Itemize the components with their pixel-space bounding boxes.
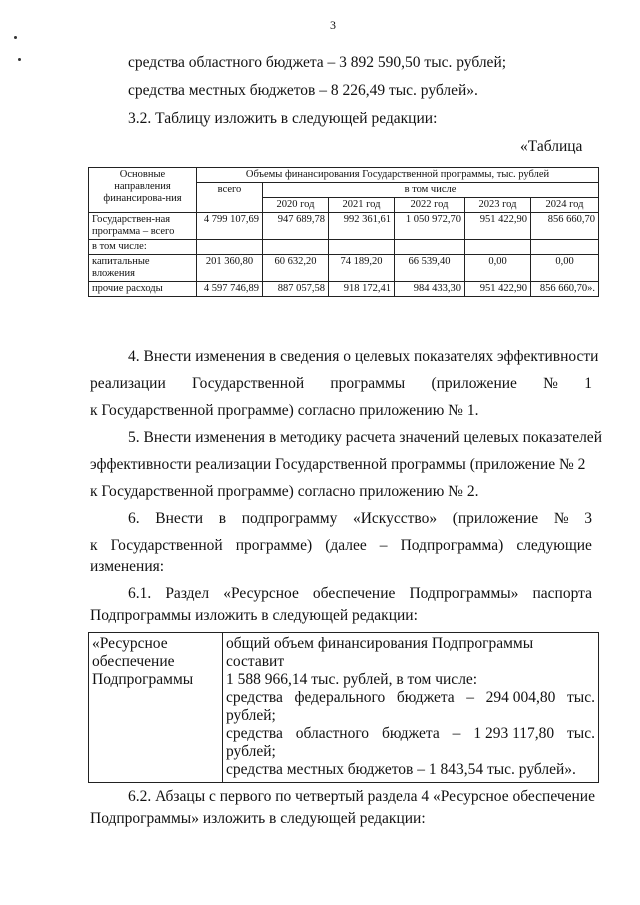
text-line: 4. Внести изменения в сведения о целевых показателях эффективности [128,348,599,365]
header-year: 2024 год [531,198,599,213]
value-line: 1 588 966,14 тыс. рублей, в том числе: [226,671,478,688]
cell-value: 4 799 107,69 [197,213,263,240]
cell-value: 201 360,80 [197,255,263,282]
word: средства [226,725,283,742]
word: 6.1. [128,585,152,602]
word: реализации [90,375,166,392]
text-line: Подпрограммы» изложить в следующей редакции: [90,810,426,827]
value-line [226,725,595,743]
row-label: Государствен-ная программа – всего [89,213,197,240]
header-main-directions: Основные направления финансирова-ния [89,168,197,213]
label-line: «Ресурсное [92,635,168,652]
header-group: Объемы финансирования Государственной программы, тыс. рублей [197,168,599,183]
cell-value: 1 050 972,70 [395,213,465,240]
word: «Ресурсное [223,585,299,602]
word: (приложение [452,510,539,527]
word: бюджета [381,725,440,742]
justified-line [128,509,592,529]
word: тыс. [567,725,595,742]
word: подпрограмму [241,510,338,527]
word: (далее [325,537,367,554]
text-line: средства местных бюджетов – 8 226,49 тыс. рублей». [128,82,478,99]
word: следующие [516,537,592,554]
word: Подпрограммы» [409,585,519,602]
cell-value: 984 433,30 [395,282,465,297]
word: – [452,725,461,742]
word: – [379,537,388,554]
header-year: 2022 год [395,198,465,213]
resource-value-cell [223,633,599,783]
value-line [226,689,595,707]
header-including: в том числе [263,183,599,198]
text-line: 3.2. Таблицу изложить в следующей редакции: [128,110,438,127]
header-year: 2020 год [263,198,329,213]
label-line: обеспечение [92,653,175,670]
text-line: эффективности реализации Государственной программы (приложение № 2 [90,456,586,473]
header-total: всего [197,183,263,213]
word: 1 [584,375,592,392]
cell-value: 66 539,40 [395,255,465,282]
word: 3 [584,510,592,527]
table-row [89,255,599,282]
table-caption: «Таблица [520,138,583,155]
word: к [90,537,98,554]
word: № [553,510,569,527]
word: 294 004,80 [485,689,556,706]
cell-value: 4 597 746,89 [197,282,263,297]
word: 6. [128,510,140,527]
word: тыс. [567,689,595,706]
label-line: Подпрограммы [92,671,194,688]
text-line: Подпрограммы изложить в следующей редакции: [90,607,418,624]
word: (приложение [431,375,517,392]
word: Государственной [192,375,305,392]
word: паспорта [532,585,592,602]
word: «Искусство» [352,510,438,527]
word: областного [295,725,370,742]
text-line: 6.2. Абзацы с первого по четвертый раздела 4 «Ресурсное обеспечение [128,788,595,805]
cell-value: 947 689,78 [263,213,329,240]
justified-line [90,374,592,394]
row-label: прочие расходы [89,282,197,297]
text-line: средства областного бюджета – 3 892 590,50 тыс. рублей; [128,54,507,71]
text-line: к Государственной программе) согласно приложению № 2. [90,483,479,500]
word: Раздел [165,585,210,602]
row-label: капитальные вложения [89,255,197,282]
text-line: к Государственной программе) согласно приложению № 1. [90,402,479,419]
financing-table [88,167,599,297]
word: Внести [155,510,204,527]
text-line: изменения: [90,558,165,575]
value-line: средства местных бюджетов – 1 843,54 тыс. рублей». [226,761,576,778]
margin-mark [14,36,17,39]
value-line: рублей; [226,707,276,724]
header-year: 2023 год [465,198,531,213]
cell-value: 951 422,90 [465,282,531,297]
word: – [466,689,475,706]
cell-value: 0,00 [465,255,531,282]
justified-line [90,536,592,556]
cell-value: 856 660,70 [531,213,599,240]
word: в [218,510,227,527]
word: Государственной [110,537,223,554]
word: программе) [235,537,313,554]
cell-value: 992 361,61 [329,213,395,240]
word: обеспечение [312,585,396,602]
text-line: 5. Внести изменения в методику расчета значений целевых показателей [128,429,602,446]
table-row [89,282,599,297]
justified-line [128,584,592,604]
page-number: 3 [330,18,336,32]
cell-value: 918 172,41 [329,282,395,297]
cell-value: 60 632,20 [263,255,329,282]
cell-value: 951 422,90 [465,213,531,240]
cell-value: 0,00 [531,255,599,282]
cell-value: 887 057,58 [263,282,329,297]
word: № [543,375,558,392]
table-row [89,240,599,255]
resource-label-cell [89,633,223,783]
word: бюджета [396,689,455,706]
margin-mark [18,58,21,61]
header-year: 2021 год [329,198,395,213]
row-label: в том числе: [89,240,197,255]
resource-table [88,632,599,783]
word: программы [330,375,406,392]
word: федерального [294,689,386,706]
value-line: общий объем финансирования Подпрограммы составит [226,635,534,670]
value-line: рублей; [226,743,276,760]
word: 1 293 117,80 [473,725,555,742]
cell-value: 74 189,20 [329,255,395,282]
table-row [89,213,599,240]
cell-value: 856 660,70». [531,282,599,297]
word: средства [226,689,283,706]
word: Подпрограмма) [400,537,504,554]
